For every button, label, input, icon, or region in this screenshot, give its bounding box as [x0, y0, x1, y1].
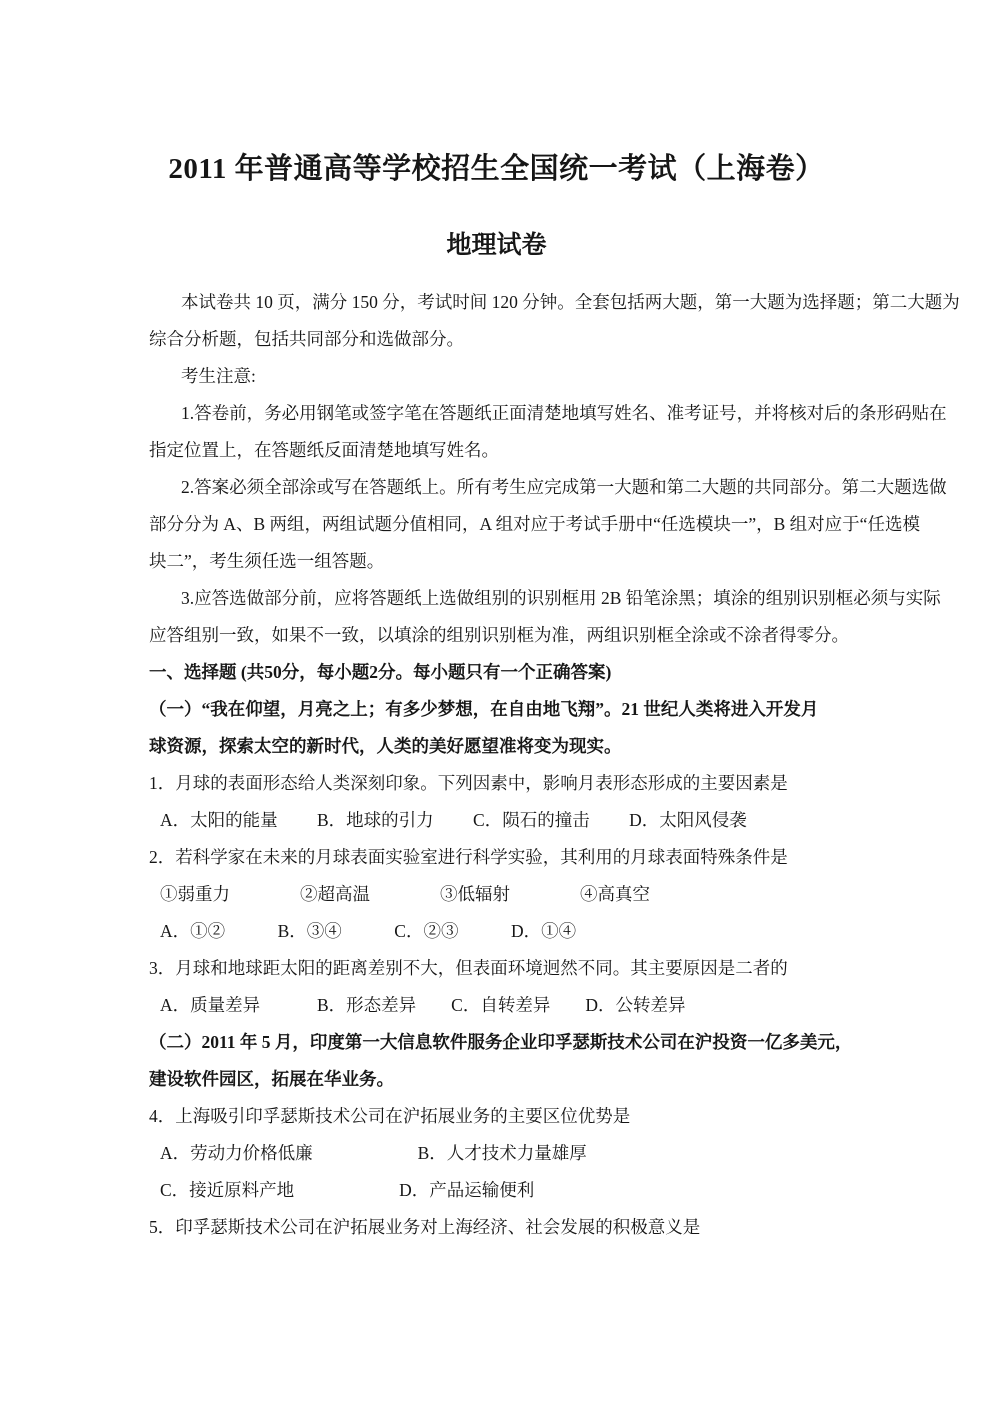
option-line: C．接近原料产地 D．产品运输便利 [160, 1180, 535, 1200]
question-line: 1．月球的表面形态给人类深刻印象。下列因素中，影响月表形态形成的主要因素是 [149, 773, 788, 793]
instruction-line: 部分分为 A、B 两组，两组试题分值相同，A 组对应于考试手册中“任选模块一”，B 组对应于“任选模 [149, 514, 920, 534]
option-line: A．太阳的能量 B．地球的引力 C．陨石的撞击 D．太阳风侵袭 [160, 810, 747, 830]
instruction-line: 应答组别一致，如果不一致，以填涂的组别识别框为准，两组识别框全涂或不涂者得零分。 [149, 625, 849, 645]
option-line: ①弱重力 ②超高温 ③低辐射 ④高真空 [160, 884, 650, 904]
exam-title: 2011 年普通高等学校招生全国统一考试（上海卷） [168, 153, 825, 185]
instruction-line: 综合分析题，包括共同部分和选做部分。 [149, 329, 464, 349]
instruction-line: 2.答案必须全部涂或写在答题纸上。所有考生应完成第一大题和第二大题的共同部分。第二大题选做 [181, 477, 947, 497]
section-heading-line: 球资源，探索太空的新时代，人类的美好愿望准将变为现实。 [149, 736, 622, 756]
option-line: A．劳动力价格低廉 B．人才技术力量雄厚 [160, 1143, 587, 1163]
instruction-line: 指定位置上，在答题纸反面清楚地填写姓名。 [149, 440, 499, 460]
section-heading-line: 建设软件园区，拓展在华业务。 [149, 1069, 394, 1089]
section-heading-line: （二）2011 年 5 月，印度第一大信息软件服务企业印孚瑟斯技术公司在沪投资一亿多美元， [149, 1032, 853, 1052]
question-line: 4．上海吸引印孚瑟斯技术公司在沪拓展业务的主要区位优势是 [149, 1106, 631, 1126]
option-line: A．①② B．③④ C．②③ D．①④ [160, 921, 577, 941]
instruction-line: 考生注意: [181, 366, 256, 386]
option-line: A．质量差异 B．形态差异 C．自转差异 D．公转差异 [160, 995, 686, 1015]
section-heading-line: 一、选择题 (共50分，每小题2分。每小题只有一个正确答案) [149, 662, 612, 682]
instruction-line: 块二”，考生须任选一组答题。 [149, 551, 385, 571]
instruction-line: 1.答卷前，务必用钢笔或签字笔在答题纸正面清楚地填写姓名、准考证号，并将核对后的条形码贴在 [181, 403, 947, 423]
question-line: 3．月球和地球距太阳的距离差别不大，但表面环境迥然不同。其主要原因是二者的 [149, 958, 788, 978]
exam-subtitle: 地理试卷 [446, 232, 547, 259]
question-line: 5．印孚瑟斯技术公司在沪拓展业务对上海经济、社会发展的积极意义是 [149, 1217, 701, 1237]
exam-body [149, 284, 960, 1246]
section-heading-line: （一）“我在仰望，月亮之上；有多少梦想，在自由地飞翔”。21 世纪人类将进入开发月 [149, 699, 819, 719]
question-line: 2．若科学家在未来的月球表面实验室进行科学实验，其利用的月球表面特殊条件是 [149, 847, 788, 867]
instruction-line: 本试卷共 10 页，满分 150 分，考试时间 120 分钟。全套包括两大题，第一大题为选择题；第二大题为 [181, 292, 960, 312]
instruction-line: 3.应答选做部分前，应将答题纸上选做组别的识别框用 2B 铅笔涂黑；填涂的组别识别框必须与实际 [181, 588, 941, 608]
